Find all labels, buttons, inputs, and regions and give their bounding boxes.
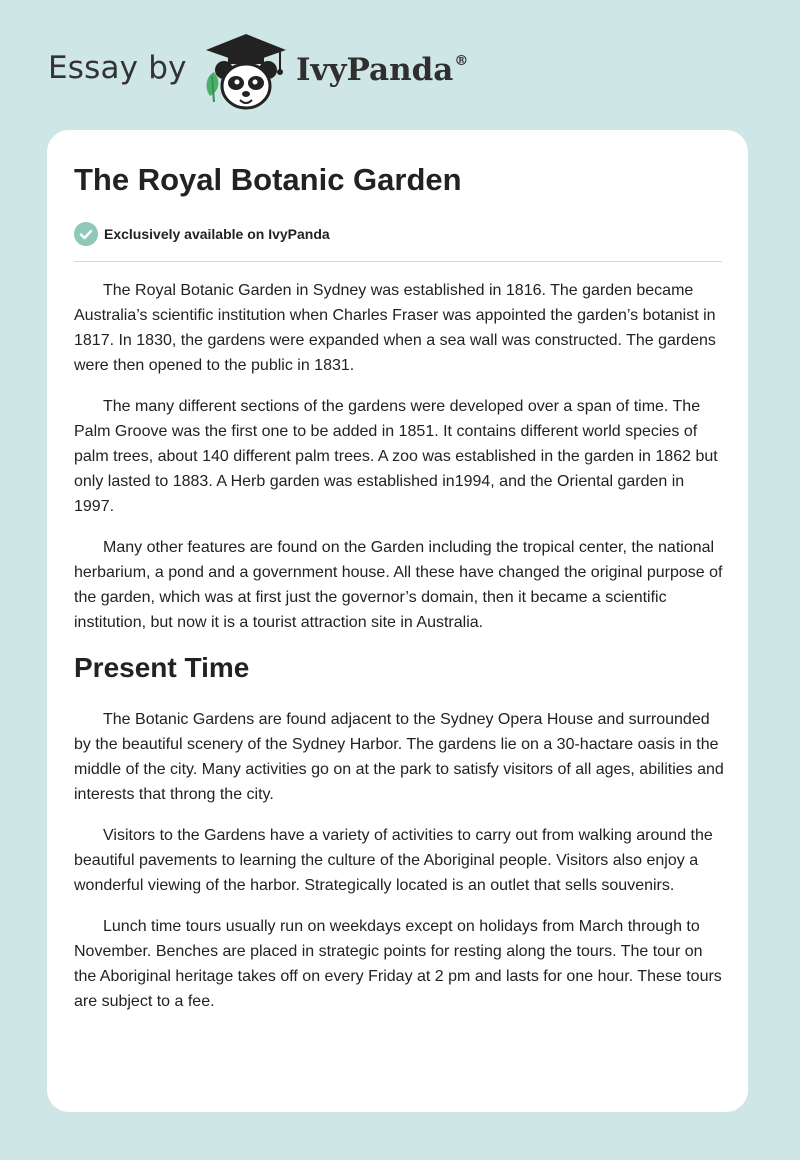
- section-heading: Present Time: [74, 652, 250, 683]
- panda-graduate-icon[interactable]: [200, 30, 292, 114]
- essay-card: [47, 130, 748, 1112]
- paragraph: The many different sections of the gardens were developed over a span of time. The Palm Groove was the first one to be added in 1851. It contains different world species of palm trees, about 140 different palm trees. A zoo was established in the garden in 1862 but only lasted to 1883. A Herb garden was established in1994, and the Oriental garden in 1997.: [74, 398, 718, 515]
- badge-label: Exclusively available on IvyPanda: [104, 226, 330, 242]
- essay-body: [74, 278, 724, 1030]
- essay-by-label: Essay by: [48, 50, 187, 86]
- registered-mark: ®: [454, 52, 469, 69]
- site-header: [0, 0, 800, 130]
- page-title: The Royal Botanic Garden: [74, 162, 462, 197]
- check-circle-icon: [74, 222, 98, 246]
- brand-name: IvyPanda: [296, 52, 454, 88]
- paragraph: Many other features are found on the Garden including the tropical center, the national herbarium, a pond and a government house. All these have changed the original purpose of the garden, which was at first just the governor’s domain, then it became a scientific institution, but now it is a tourist attraction site in Australia.: [74, 539, 723, 631]
- exclusive-badge: [74, 221, 330, 247]
- paragraph: Lunch time tours usually run on weekdays except on holidays from March through to November. Benches are placed in strategic points for resting along the tours. The tour on the Aboriginal heritage takes off on every Friday at 2 pm and lasts for one hour. These tours are subject to a fee.: [74, 918, 722, 1010]
- divider: [74, 261, 722, 262]
- paragraph: Visitors to the Gardens have a variety of activities to carry out from walking around the beautiful pavements to learning the culture of the Aboriginal people. Visitors also enjoy a wonderful viewing of the harbor. Strategically located is an outlet that sells souvenirs.: [74, 827, 713, 894]
- paragraph: The Botanic Gardens are found adjacent to the Sydney Opera House and surrounded by the beautiful scenery of the Sydney Harbor. The gardens lie on a 30-hactare oasis in the middle of the city. Many activities go on at the park to satisfy visitors of all ages, abilities and interests that throng the city.: [74, 711, 724, 803]
- brand-logo-text[interactable]: [296, 52, 468, 88]
- paragraph: The Royal Botanic Garden in Sydney was established in 1816. The garden became Australia’s scientific institution when Charles Fraser was appointed the garden’s botanist in 1817. In 1830, the gardens were expanded when a sea wall was constructed. The gardens were then opened to the public in 1831.: [74, 282, 716, 374]
